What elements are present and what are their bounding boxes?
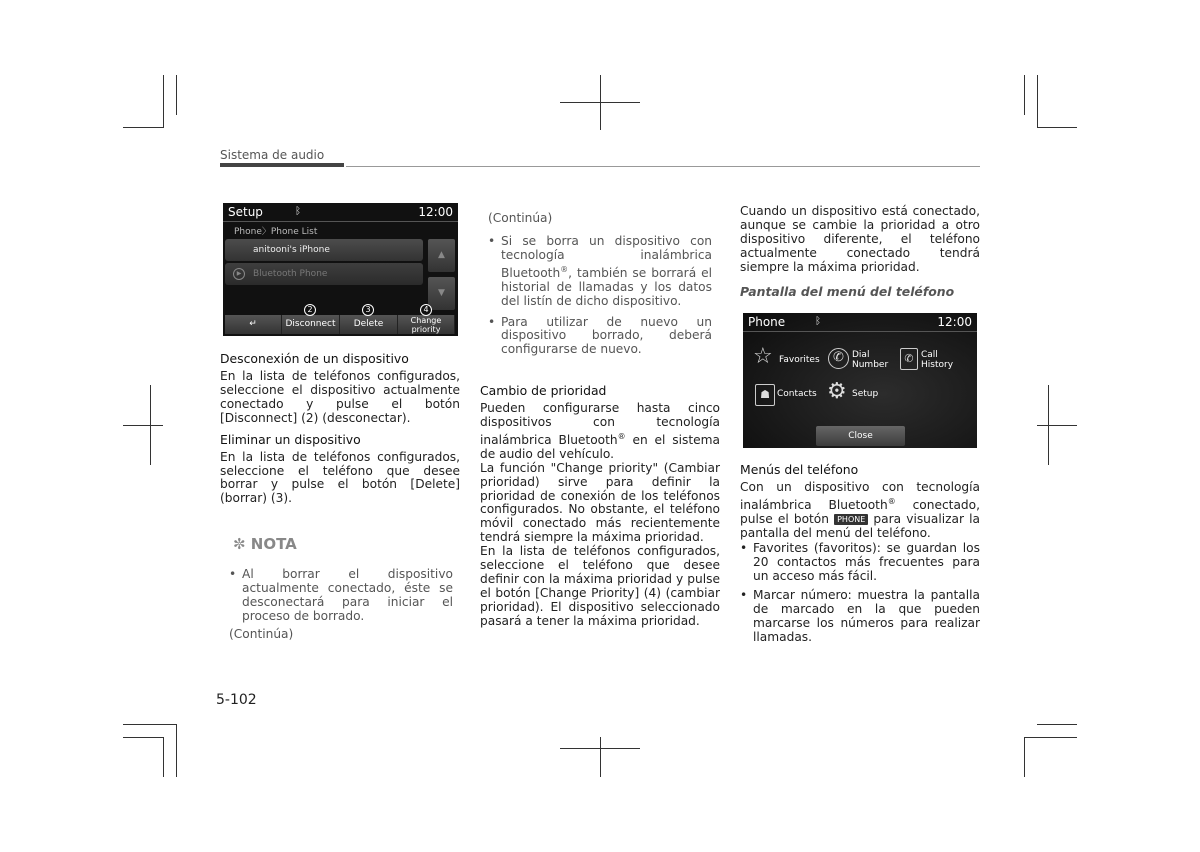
setup-screen-image [223, 203, 458, 336]
screen-title: Setup [228, 205, 263, 219]
crop-mark [1024, 737, 1077, 738]
paragraph: En la lista de teléfonos configurados, seleccione el dispositivo actualmente conectado y pulse el botón [Disconnect] (2) (desconectar). [220, 369, 460, 425]
paragraph-text: conectado, pulse el botón [740, 497, 980, 526]
screen-clock: 12:00 [418, 205, 453, 219]
disconnect-label: Disconnect [285, 319, 336, 329]
header-rule-light [346, 166, 980, 167]
crop-mark [600, 75, 601, 130]
delete-button [340, 315, 398, 334]
crop-mark [1024, 75, 1025, 115]
note-bullet [488, 316, 712, 358]
callout-badge: 2 [304, 304, 316, 316]
paragraph: En la lista de teléfonos configurados, seleccione el teléfono que desee borrar y pulse el botón [Delete] (borrar) (3). [220, 449, 460, 506]
setup-label: Setup [852, 389, 879, 399]
section-heading: Menús del teléfono [740, 462, 859, 477]
phone-name: anitooni's iPhone [253, 245, 330, 255]
breadcrumb: Phone〉Phone List [234, 227, 318, 237]
play-icon: ▶ [233, 268, 245, 280]
continued-label: (Continúa) [229, 626, 294, 641]
paragraph-text: Pueden configurarse hasta cinco dispositivos con tecnología inalámbrica Bluetooth [480, 401, 720, 447]
section-heading: Desconexión de un dispositivo [220, 351, 409, 366]
change-priority-label: Change priority [410, 316, 442, 334]
crop-mark [1037, 75, 1038, 128]
section-header: Sistema de audio [220, 148, 325, 162]
crop-mark [163, 75, 164, 128]
crop-mark [176, 724, 177, 777]
contacts-label: Contacts [777, 389, 817, 399]
section-heading: Cambio de prioridad [480, 383, 607, 398]
bullet-dot: • [740, 540, 748, 555]
column-3-main [740, 462, 980, 645]
callout-badge: 3 [362, 304, 374, 316]
contacts-icon: ☗ [755, 384, 775, 406]
crop-mark [1037, 425, 1077, 426]
crop-mark [1037, 127, 1077, 128]
phone-button-icon: PHONE [834, 514, 868, 525]
column-3 [740, 205, 980, 275]
crop-mark [600, 737, 601, 777]
paragraph [740, 481, 980, 541]
change-priority-button [398, 315, 455, 334]
column-1 [220, 351, 460, 506]
phone-icon: ✆ [828, 348, 849, 369]
list-item [740, 589, 980, 645]
paragraph: Cuando un dispositivo está conectado, aunque se cambie la prioridad a otro dispositivo diferente, el teléfono actualmente conectado tendrá siempre la máxima prioridad. [740, 204, 980, 274]
bullet-text: Si se borra un dispositivo con tecnología inalámbrica Bluetooth [501, 233, 712, 280]
column-2 [488, 212, 712, 357]
bluetooth-icon: ᛒ [815, 316, 821, 327]
phone-menu-screen-image [743, 313, 977, 448]
back-icon: ↵ [249, 319, 257, 329]
subsection-heading: Pantalla del menú del teléfono [740, 284, 955, 299]
bullet-dot: • [488, 314, 496, 329]
close-button: Close [816, 426, 905, 446]
note-bullet [229, 568, 453, 624]
bullet-text: Marcar número: muestra la pantalla de marcado en la que pueden marcarse los números para realizar llamadas. [753, 588, 980, 645]
scroll-down-button: ▼ [428, 277, 455, 310]
crop-mark [1037, 724, 1077, 725]
note-bullet [488, 235, 712, 309]
call-history-label: Call History [921, 350, 954, 370]
continued-label: (Continúa) [488, 211, 553, 225]
column-2-main [480, 383, 720, 629]
bullet-text: Para utilizar de nuevo un dispositivo borrado, deberá configurarse de nuevo. [501, 314, 712, 357]
crop-mark [123, 127, 163, 128]
back-button [225, 315, 282, 334]
gear-icon: ⚙ [827, 379, 847, 404]
header-rule-dark [220, 163, 344, 167]
screen-clock: 12:00 [937, 315, 972, 329]
bullet-dot: • [740, 588, 748, 603]
call-history-icon: ✆ [900, 348, 918, 370]
paragraph [480, 402, 720, 462]
paragraph-text: para visualizar la pantalla del menú del teléfono. [740, 511, 980, 540]
crop-mark [123, 724, 176, 725]
crop-mark [123, 425, 163, 426]
bullet-text: Favorites (favoritos): se guardan los 20 contactos más frecuentes para un acceso más fácil. [753, 540, 980, 583]
screen-title: Phone [748, 315, 786, 329]
paragraph-text: en el sistema de audio del vehículo. [480, 432, 720, 461]
scroll-up-button: ▲ [428, 239, 455, 272]
phone-list-item [225, 263, 423, 285]
favorites-label: Favorites [779, 355, 820, 365]
star-icon: ☆ [753, 344, 773, 369]
note-body [229, 568, 453, 642]
page-number: 5-102 [216, 692, 257, 708]
note-text: Al borrar el dispositivo actualmente conectado, éste se desconectará para iniciar el proceso de borrado. [242, 567, 453, 623]
disconnect-button [282, 315, 340, 334]
dial-number-label: Dial Number [852, 350, 889, 370]
registered-mark: ® [560, 264, 569, 274]
delete-label: Delete [353, 319, 384, 329]
divider [223, 221, 458, 222]
bullet-dot: • [229, 567, 237, 581]
bullet-dot: • [488, 233, 496, 248]
phone-name: Bluetooth Phone [253, 269, 328, 279]
paragraph: La función "Change priority" (Cambiar prioridad) sirve para definir la prioridad de conexión de los teléfonos configurados. No obstante, el teléfono móvil conectado más recientemente tendrá siempre la máxima prioridad. [480, 460, 720, 545]
crop-mark [1024, 737, 1025, 777]
note-heading: ✼ NOTA [233, 535, 297, 553]
crop-mark [150, 385, 151, 465]
phone-list-item [225, 239, 423, 261]
section-heading: Eliminar un dispositivo [220, 431, 361, 447]
crop-mark [176, 75, 177, 115]
bullet-text: , también se borrará el historial de llamadas y los datos del listín de dicho dispositivo. [501, 265, 712, 308]
list-item [740, 542, 980, 584]
divider [743, 331, 977, 332]
paragraph: En la lista de teléfonos configurados, seleccione el teléfono que desee definir con la máxima prioridad y pulse el botón [Change Priority] (4) (cambiar prioridad). El dispositivo seleccionado pasará a tener la máxima prioridad. [480, 544, 720, 628]
registered-mark: ® [887, 496, 896, 506]
paragraph-text: Con un dispositivo con tecnología inalámbrica Bluetooth [740, 480, 980, 512]
crop-mark [163, 737, 164, 777]
crop-mark [1048, 385, 1049, 465]
crop-mark [123, 737, 163, 738]
callout-badge: 4 [420, 304, 432, 316]
bluetooth-icon: ᛒ [295, 206, 301, 217]
registered-mark: ® [617, 431, 626, 441]
